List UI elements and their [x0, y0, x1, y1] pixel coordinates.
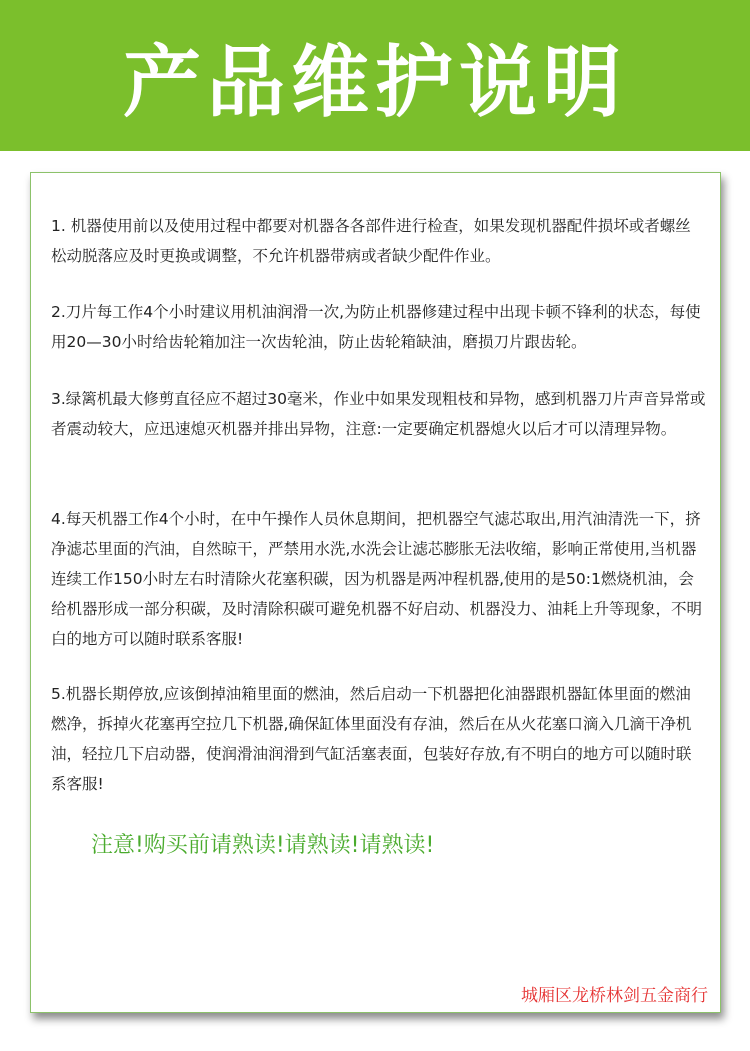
page-title: 产品维护说明 — [122, 37, 627, 128]
content-panel — [30, 172, 721, 1013]
maintenance-item-3: 3.绿篱机最大修剪直径应不超过30毫米，作业中如果发现粗枝和异物，感到机器刀片声音异常或者震动较大，应迅速熄灭机器并排出异物，注意:一定要确定机器熄火以后才可以清理异物。 — [51, 390, 706, 438]
purchase-notice: 注意!购买前请熟读!请熟读!请熟读! — [91, 833, 435, 858]
maintenance-item-1: 1. 机器使用前以及使用过程中都要对机器各各部件进行检查，如果发现机器配件损坏或者螺丝松动脱落应及时更换或调整，不允许机器带病或者缺少配件作业。 — [51, 217, 691, 265]
maintenance-item-4: 4.每天机器工作4个小时，在中午操作人员休息期间，把机器空气滤芯取出,用汽油清洗一下，挤净滤芯里面的汽油，自然晾干，严禁用水洗,水洗会让滤芯膨胀无法收缩，影响正常使用,当机器连续工作150小时左右时清除火花塞积碳，因为机器是两冲程机器,使用的是50:1燃烧机油，会给机器形成一部分积碳，及时清除积碳可避免机器不好启动、机器没力、油耗上升等现象，不明白的地方可以随时联系客服! — [51, 510, 703, 648]
shop-name: 城厢区龙桥林剑五金商行 — [521, 986, 708, 1006]
maintenance-item-2: 2.刀片每工作4个小时建议用机油润滑一次,为防止机器修建过程中出现卡顿不锋利的状态，每使用20—30小时给齿轮箱加注一次齿轮油，防止齿轮箱缺油，磨损刀片跟齿轮。 — [51, 303, 701, 351]
title-banner — [0, 0, 750, 151]
maintenance-item-5: 5.机器长期停放,应该倒掉油箱里面的燃油，然后启动一下机器把化油器跟机器缸体里面的燃油燃净，拆掉火花塞再空拉几下机器,确保缸体里面没有存油，然后在从火花塞口滴入几滴干净机油，轻拉几下启动器，使润滑油润滑到气缸活塞表面，包装好存放,有不明白的地方可以随时联系客服! — [51, 685, 692, 793]
